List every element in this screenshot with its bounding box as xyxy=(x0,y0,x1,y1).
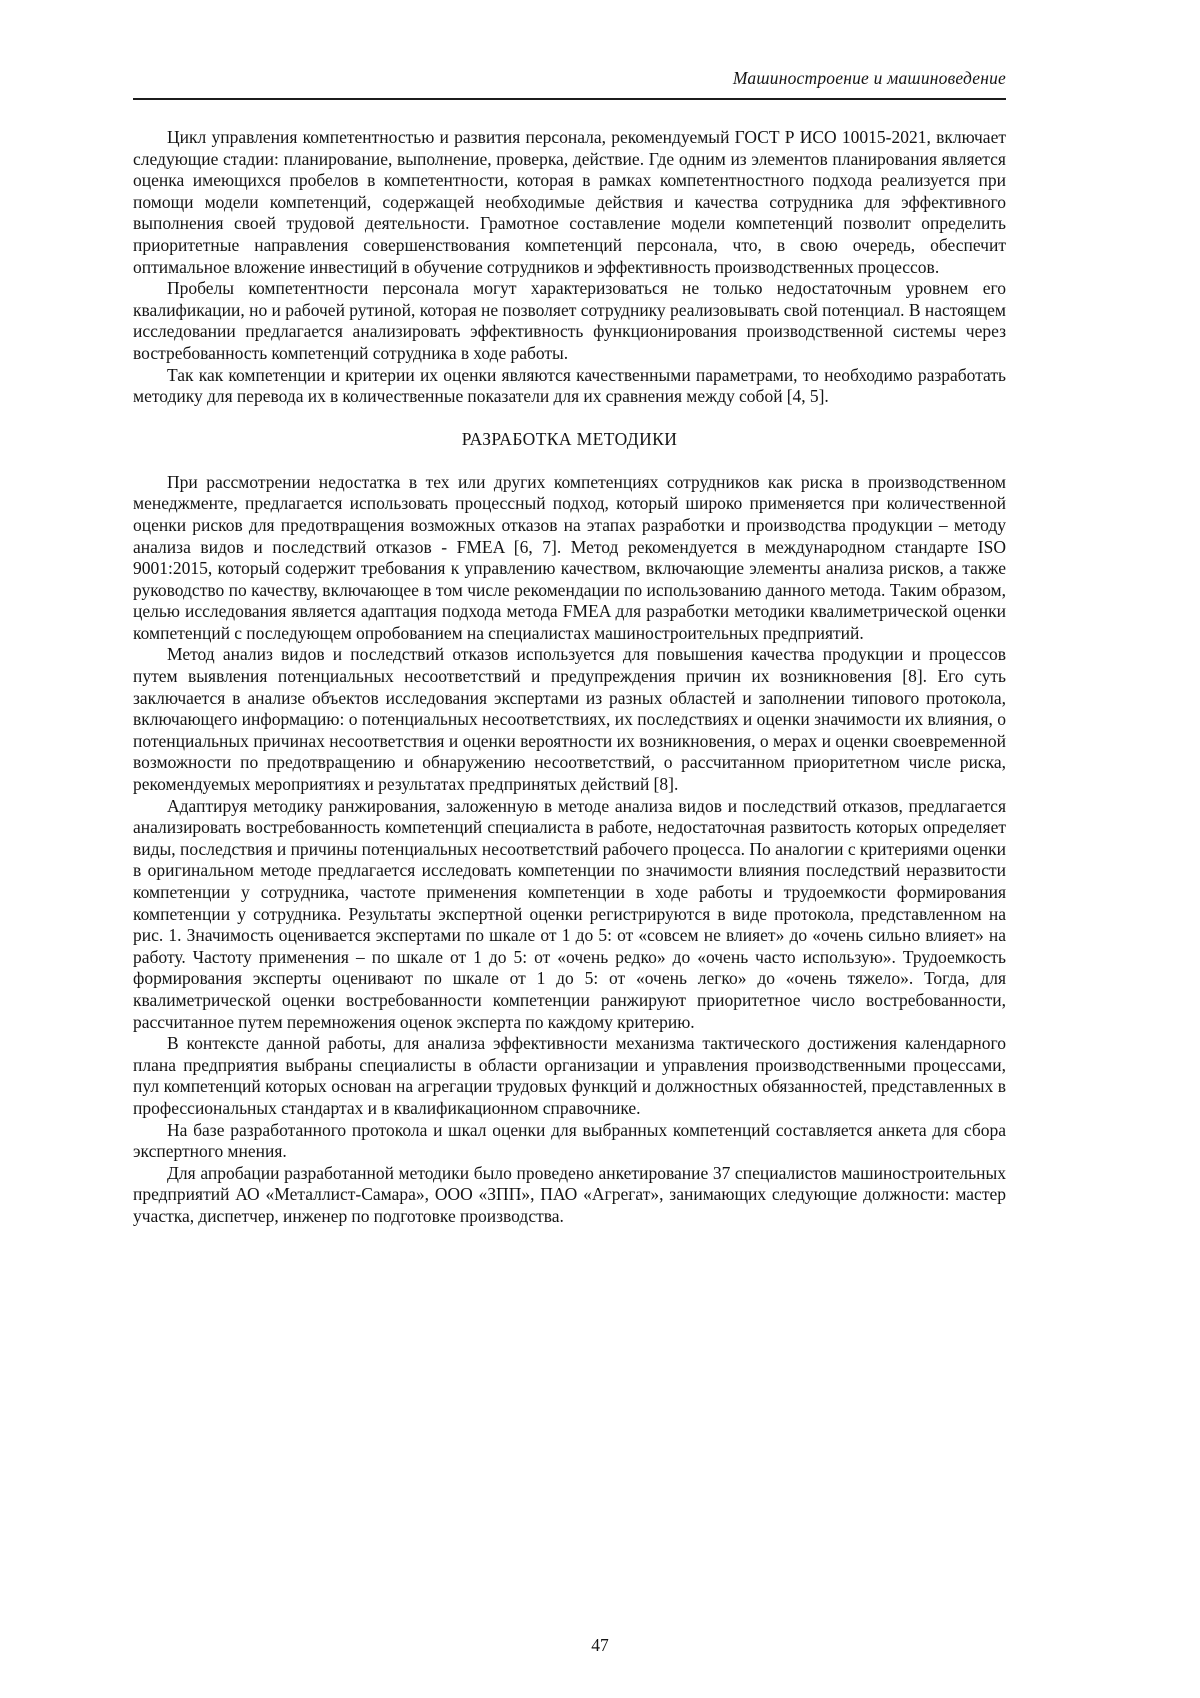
running-title: Машиностроение и машиноведение xyxy=(732,68,1006,88)
page-footer xyxy=(0,1635,1200,1656)
paragraph: Цикл управления компетентностью и развития персонала, рекомендуемый ГОСТ Р ИСО 10015-2021, включает следующие стадии: планирование, выполнение, проверка, действие. Где одним из элементов планирования является оценка имеющихся пробелов в компетентности, которая в рамках компетентностного подхода реализуется при помощи модели компетенций, содержащей необходимые действия и качества сотрудника для эффективного выполнения своей трудовой деятельности. Грамотное составление модели компетенций позволит определить приоритетные направления совершенствования компетенций персонала, что, в свою очередь, обеспечит оптимальное вложение инвестиций в обучение сотрудников и эффективность производственных процессов. xyxy=(133,127,1006,277)
paragraph: Для апробации разработанной методики было проведено анкетирование 37 специалистов машиностроительных предприятий АО «Металлист-Самара», ООО «ЗПП», ПАО «Агрегат», занимающих следующие должности: мастер участка, диспетчер, инженер по подготовке производства. xyxy=(133,1162,1006,1226)
paragraph: При рассмотрении недостатка в тех или других компетенциях сотрудников как риска в производственном менеджменте, предлагается использовать процессный подход, который широко применяется при количественной оценки рисков для предотвращения возможных отказов на этапах разработки и производства продукции – методу анализа видов и последствий отказов - FMEA [6, 7]. Метод рекомендуется в международном стандарте ISO 9001:2015, который содержит требования к управлению качеством, включающие элементы анализа рисков, а также руководство по качеству, включающее в том числе рекомендации по использованию данного метода. Таким образом, целью исследования является адаптация подхода метода FMEA для разработки методики квалиметрической оценки компетенций с последующем опробованием на специалистах машиностроительных предприятий. xyxy=(133,471,1006,643)
paragraph: Метод анализ видов и последствий отказов используется для повышения качества продукции и процессов путем выявления потенциальных несоответствий и предупреждения причин их возникновения [8]. Его суть заключается в анализе объектов исследования экспертами из разных областей и заполнении типового протокола, включающего информацию: о потенциальных несоответствиях, их последствиях и оценки значимости их влияния, о потенциальных причинах несоответствия и оценки вероятности их возникновения, о мерах и оценки своевременной возможности по предотвращению и обнаружению несоответствий, о рассчитанном приоритетном числе риска, рекомендуемых мероприятиях и результатах предпринятых действий [8]. xyxy=(133,644,1006,795)
paragraph: На базе разработанного протокола и шкал оценки для выбранных компетенций составляется анкета для сбора экспертного мнения. xyxy=(133,1119,1006,1162)
paragraph: В контексте данной работы, для анализа эффективности механизма тактического достижения календарного плана предприятия выбраны специалисты в области организации и управления производственными процессами, пул компетенций которых основан на агрегации трудовых функций и должностных обязанностей, представленных в профессиональных стандартах и в квалификационном справочнике. xyxy=(133,1033,1006,1118)
article-body xyxy=(133,127,1006,1228)
section-heading: РАЗРАБОТКА МЕТОДИКИ xyxy=(461,428,678,449)
page-header xyxy=(133,68,1006,100)
paragraph: Так как компетенции и критерии их оценки являются качественными параметрами, то необходимо разработать методику для перевода их в количественные показатели для их сравнения между собой [4, 5]. xyxy=(133,364,1006,407)
paragraph: Адаптируя методику ранжирования, заложенную в методе анализа видов и последствий отказов, предлагается анализировать востребованность компетенций специалиста в работе, недостаточная развитость которых определяет виды, последствия и причины потенциальных несоответствий рабочего процесса. По аналогии с критериями оценки в оригинальном методе предлагается исследовать компетенции по значимости влияния последствий неразвитости компетенции у сотрудника, частоте применения компетенции в ходе работы и трудоемкости формирования компетенции у сотрудника. Результаты экспертной оценки регистрируются в виде протокола, представленном на рис. 1. Значимость оценивается экспертами по шкале от 1 до 5: от «совсем не влияет» до «очень сильно влияет» на работу. Частоту применения – по шкале от 1 до 5: от «очень редко» до «очень часто использую». Трудоемкость формирования эксперты оценивают по шкале от 1 до 5: от «очень легко» до «очень тяжело». Тогда, для квалиметрической оценки востребованности компетенции ранжируют приоритетное число востребованности, рассчитанное путем перемножения оценок эксперта по каждому критерию. xyxy=(133,795,1006,1032)
paragraph: Пробелы компетентности персонала могут характеризоваться не только недостаточным уровнем его квалификации, но и рабочей рутиной, которая не позволяет сотруднику реализовывать свой потенциал. В настоящем исследовании предлагается анализировать эффективность функционирования производственной системы через востребованность компетенций сотрудника в ходе работы. xyxy=(133,278,1006,363)
page-number: 47 xyxy=(591,1635,609,1655)
text-column xyxy=(133,68,1006,1228)
